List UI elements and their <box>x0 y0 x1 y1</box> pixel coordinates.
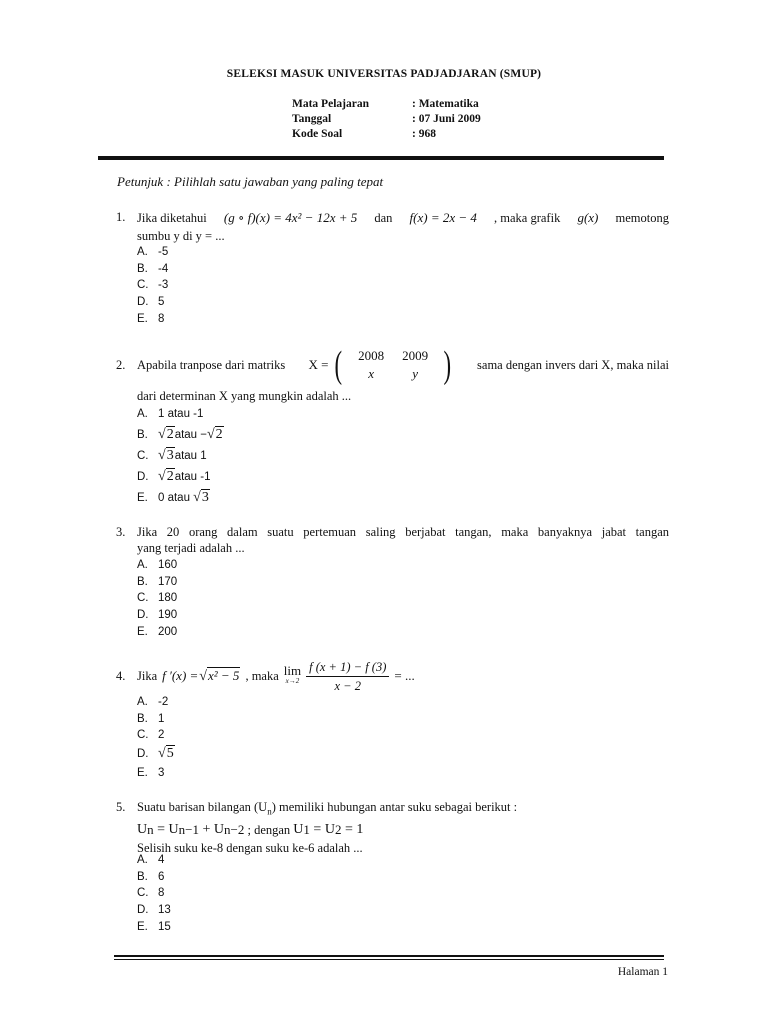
instruction: Petunjuk : Pilihlah satu jawaban yang paling tepat <box>117 174 384 189</box>
option[interactable] <box>137 885 171 902</box>
option-text: atau -1 <box>174 470 211 483</box>
option[interactable] <box>137 869 171 886</box>
option-text: 1 atau -1 <box>158 408 204 420</box>
q4-fraction <box>306 659 389 694</box>
option-text: 3 <box>158 767 165 780</box>
question-number: 2. <box>116 358 126 372</box>
q5-sub: n <box>267 806 272 817</box>
option[interactable] <box>137 852 171 869</box>
option[interactable] <box>137 623 177 640</box>
q4-text-1: Jika <box>137 669 158 683</box>
option-label: E. <box>137 312 148 325</box>
lim-text: lim <box>283 663 302 678</box>
exam-title: SELEKSI MASUK UNIVERSITAS PADJADJARAN (SMUP) <box>226 68 542 80</box>
question-3-stem <box>137 524 669 556</box>
q1-text-1: Jika diketahui <box>137 211 207 225</box>
option[interactable] <box>137 557 177 574</box>
option-label: D. <box>137 609 149 622</box>
option-text: -2 <box>158 696 169 709</box>
option-label: A. <box>137 559 148 572</box>
sqrt-icon: √5 <box>158 746 174 762</box>
question-number: 4. <box>116 669 126 683</box>
matrix-cell: x <box>368 366 375 381</box>
option[interactable] <box>137 744 175 765</box>
meta-row-code <box>292 127 481 142</box>
q2-matrix-lhs: X = <box>308 357 329 372</box>
recurrence-sub: 1 <box>303 821 310 837</box>
radicand: 2 <box>166 468 174 484</box>
option-label: C. <box>137 729 149 742</box>
q4-math-fprime: f ′(x) = <box>162 668 199 683</box>
option-text: -3 <box>158 279 169 292</box>
header-divider <box>98 156 664 160</box>
option[interactable] <box>137 466 224 487</box>
option-text: 8 <box>158 887 165 900</box>
q5-recurrence <box>137 820 669 840</box>
radicand: 3 <box>166 447 174 463</box>
q5-text: Suatu barisan bilangan (U <box>137 800 268 814</box>
q3-line-1: Jika 20 orang dalam suatu pertemuan saling berjabat tangan, maka banyaknya jabat tangan <box>137 525 669 539</box>
option[interactable] <box>137 902 171 919</box>
option-label: D. <box>137 296 149 309</box>
meta-key: Mata Pelajaran <box>292 98 369 110</box>
footer-divider <box>114 955 664 957</box>
option-text: 170 <box>158 575 178 588</box>
option-label: E. <box>137 625 148 638</box>
question-number: 3. <box>116 525 126 539</box>
meta-value: : 968 <box>412 128 436 140</box>
meta-value: : 07 Juni 2009 <box>412 113 481 125</box>
footer-divider-thin <box>114 959 664 960</box>
option-text: 180 <box>158 592 178 605</box>
question-2-stem <box>137 342 669 404</box>
recurrence-sub: n−2 <box>224 821 245 837</box>
question-number: 1. <box>116 210 126 224</box>
option[interactable] <box>137 445 224 466</box>
radicand: 2 <box>166 426 174 442</box>
sqrt-icon: √2 <box>158 426 174 442</box>
option-text: 15 <box>158 920 171 933</box>
option-text: atau − <box>174 428 207 441</box>
option-text: 5 <box>158 296 165 309</box>
q1-text-2: dan <box>374 211 393 225</box>
question-5-options <box>137 852 171 935</box>
q5-line-3: Selisih suku ke-8 dengan suku ke-6 adalah ... <box>137 840 363 855</box>
question-4-stem <box>137 658 669 694</box>
left-paren-icon: ( <box>335 344 343 386</box>
option[interactable] <box>137 404 224 424</box>
option[interactable] <box>137 727 175 744</box>
lim-subscript: x→2 <box>285 677 300 685</box>
exam-meta <box>292 97 481 142</box>
option[interactable] <box>137 487 224 508</box>
meta-row-subject <box>292 97 481 112</box>
matrix-cell: 2009 <box>402 348 429 363</box>
option-text: 13 <box>158 904 171 917</box>
meta-row-date <box>292 112 481 127</box>
radicand: x² − 5 <box>207 667 240 683</box>
option[interactable] <box>137 261 168 278</box>
q1-text-3: , maka grafik <box>494 211 561 225</box>
sqrt-icon: √3 <box>158 447 174 463</box>
option-label: C. <box>137 887 149 900</box>
question-1-options <box>137 244 168 327</box>
recurrence-term: = U <box>153 821 179 837</box>
option-text: 2 <box>158 729 165 742</box>
option-text: 200 <box>158 625 178 638</box>
q3-line-2: yang terjadi adalah ... <box>137 541 245 555</box>
q4-text-2: , maka <box>245 669 279 683</box>
option-text: 160 <box>158 559 178 572</box>
meta-value: : Matematika <box>412 98 479 110</box>
option-label: E. <box>137 920 148 933</box>
q2-text-1: Apabila tranpose dari matriks <box>137 358 286 372</box>
option-label: A. <box>137 246 148 259</box>
recurrence-term: + U <box>198 821 224 837</box>
radicand: 2 <box>215 426 223 442</box>
option-label: B. <box>137 428 148 441</box>
q1-text-4: memotong <box>615 211 669 225</box>
q5-text: ; dengan <box>244 822 294 837</box>
option-label: B. <box>137 870 148 883</box>
option-label: B. <box>137 712 148 725</box>
recurrence-sub: 2 <box>334 821 342 837</box>
option-text: 6 <box>158 870 165 883</box>
option-text: -4 <box>158 262 169 275</box>
question-5-stem <box>137 799 669 856</box>
sqrt-icon: √x² − 5 <box>199 667 240 684</box>
question-number: 5. <box>116 800 126 814</box>
q4-tail: = ... <box>394 668 415 683</box>
option-label: D. <box>137 748 149 761</box>
matrix-cell: y <box>412 366 419 381</box>
option-text: 190 <box>158 609 178 622</box>
option-text: 0 atau <box>158 491 194 504</box>
option-label: E. <box>137 767 148 780</box>
q1-math-composition: (g ∘ f)(x) = 4x² − 12x + 5 <box>223 210 358 225</box>
option-label: B. <box>137 262 148 275</box>
question-1-stem <box>137 208 669 244</box>
right-paren-icon: ) <box>443 344 452 386</box>
recurrence-term: U <box>293 821 304 837</box>
option-label: A. <box>137 408 148 420</box>
option-text: 4 <box>158 854 165 867</box>
recurrence-term: = U <box>309 821 335 837</box>
option-label: C. <box>137 279 149 292</box>
page-number: Halaman 1 <box>617 966 668 978</box>
option[interactable] <box>137 294 168 311</box>
option[interactable] <box>137 590 177 607</box>
option-text: -5 <box>158 246 169 259</box>
sqrt-icon: √2 <box>158 468 174 484</box>
option[interactable] <box>137 310 168 327</box>
q5-line-1 <box>137 799 669 820</box>
q5-text: ) memiliki hubungan antar suku sebagai berikut : <box>271 800 518 814</box>
recurrence-term: = 1 <box>341 821 364 837</box>
option[interactable] <box>137 765 175 782</box>
option-label: C. <box>137 592 149 605</box>
option-label: C. <box>137 449 149 462</box>
matrix-x <box>332 346 453 384</box>
option[interactable] <box>137 244 168 261</box>
option-label: D. <box>137 470 149 483</box>
radicand: 5 <box>166 746 174 762</box>
recurrence-sub: n <box>147 821 154 837</box>
recurrence-term: U <box>137 821 148 837</box>
sqrt-icon: √3 <box>193 489 209 505</box>
q1-math-f: f(x) = 2x − 4 <box>409 210 477 225</box>
option-label: E. <box>137 491 148 504</box>
q2-matrix-expression <box>308 346 453 384</box>
q2-text-2: sama dengan invers dari X, maka nilai <box>477 358 669 372</box>
q1-line-2: sumbu y di y = ... <box>137 229 225 243</box>
meta-key: Kode Soal <box>292 128 343 140</box>
option-label: D. <box>137 904 149 917</box>
question-3-options <box>137 557 177 640</box>
option[interactable] <box>137 574 177 591</box>
option[interactable] <box>137 424 224 445</box>
option[interactable] <box>137 711 175 728</box>
meta-key: Tanggal <box>292 113 332 125</box>
option[interactable] <box>137 918 171 935</box>
matrix-cell: 2008 <box>358 348 385 363</box>
recurrence-sub: n−1 <box>178 821 199 837</box>
fraction-denominator: x − 2 <box>334 678 361 693</box>
sqrt-icon: √2 <box>206 426 223 442</box>
option-text: 8 <box>158 312 165 325</box>
option[interactable] <box>137 277 168 294</box>
q1-math-g: g(x) <box>577 210 599 225</box>
fraction-numerator: f (x + 1) − f (3) <box>306 659 389 677</box>
q2-line-2: dari determinan X yang mungkin adalah ... <box>137 389 352 403</box>
option-label: A. <box>137 696 148 709</box>
radicand: 3 <box>201 489 209 505</box>
option[interactable] <box>137 607 177 624</box>
option-text: atau 1 <box>174 449 207 462</box>
option-text: 1 <box>158 712 165 725</box>
limit-operator <box>284 665 301 687</box>
option[interactable] <box>137 694 175 711</box>
option-label: A. <box>137 854 148 867</box>
option-label: B. <box>137 575 148 588</box>
question-2-options <box>137 404 224 508</box>
question-4-options <box>137 694 175 781</box>
